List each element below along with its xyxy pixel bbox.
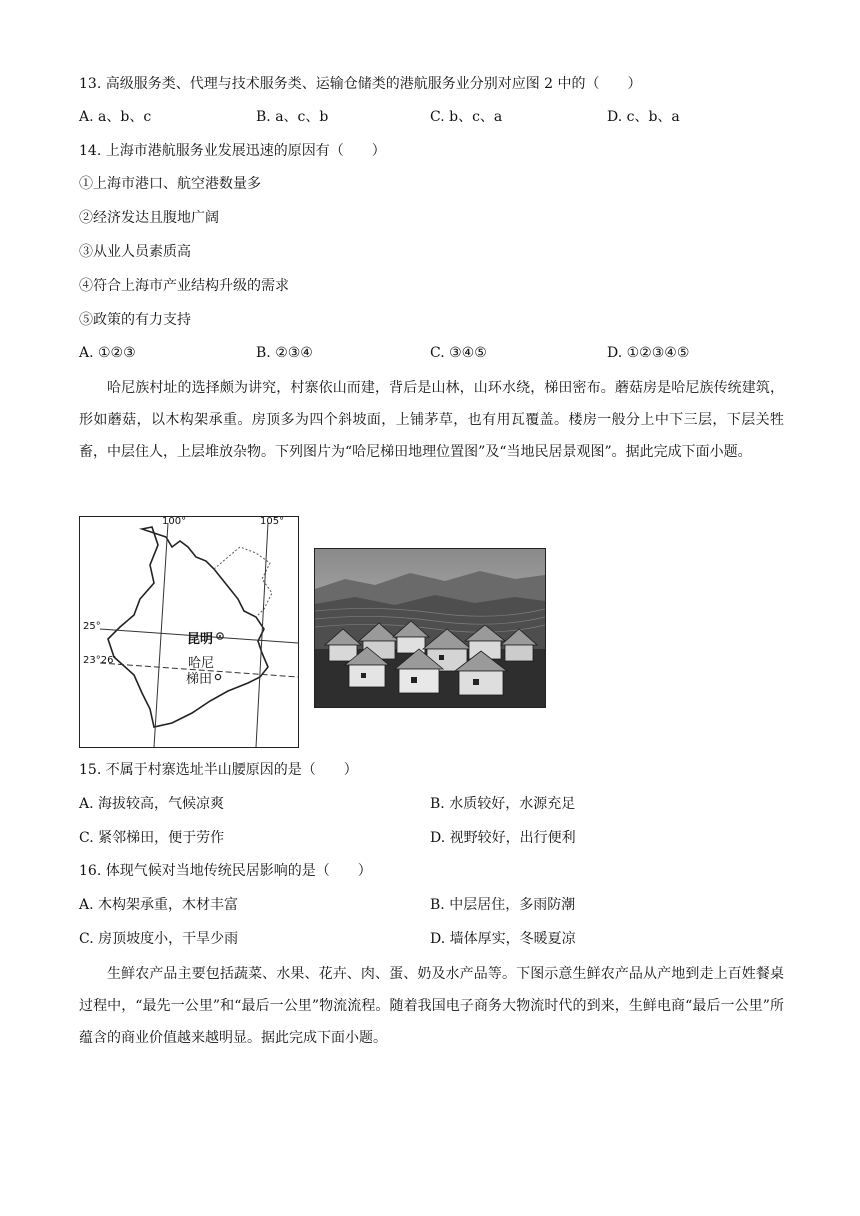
question-13-option-c[interactable]: C. b、c、a [430, 109, 503, 125]
province-boundary [108, 527, 268, 727]
question-13-option-d[interactable]: D. c、b、a [607, 109, 680, 125]
hani-terrace-location-map [79, 516, 299, 748]
question-14-item-5: ⑤政策的有力支持 [79, 312, 191, 328]
hani-terrace-marker [215, 674, 220, 679]
dwelling-photo-drawing [315, 549, 545, 707]
label-100e: 100° [162, 516, 187, 527]
question-15-option-b[interactable]: B. 水质较好，水源充足 [430, 796, 576, 812]
label-25n: 25° [83, 621, 101, 632]
question-16-stem: 16. 体现气候对当地传统民居影响的是（ ） [79, 863, 372, 879]
question-14-item-1: ①上海市港口、航空港数量多 [79, 176, 261, 192]
question-13-option-b[interactable]: B. a、c、b [256, 109, 329, 125]
question-13-option-a[interactable]: A. a、b、c [79, 109, 152, 125]
question-14-item-4: ④符合上海市产业结构升级的需求 [79, 278, 289, 294]
question-15-stem: 15. 不属于村寨选址半山腰原因的是（ ） [79, 762, 358, 778]
passage-hani-terraces: 哈尼族村址的选择颇为讲究，村寨依山而建，背后是山林，山环水绕，梯田密布。蘑菇房是哈尼族传统建筑，形如蘑菇，以木构架承重。房顶多为四个斜坡面，上铺茅草，也有用瓦覆盖。楼房一般分上中下三层，下层关牲畜，中层住人，上层堆放杂物。下列图片为“哈尼梯田地理位置图”及“当地民居景观图”。据此完成下面小题。 [79, 380, 784, 460]
question-14-stem: 14. 上海市港航服务业发展迅速的原因有（ ） [79, 143, 386, 159]
label-kunming: 昆明 [187, 632, 214, 647]
question-14-option-a[interactable]: A. ①②③ [79, 345, 136, 361]
longitude-105-line [256, 523, 268, 747]
label-105e: 105° [260, 516, 285, 527]
passage-fresh-produce-logistics: 生鲜农产品主要包括蔬菜、水果、花卉、肉、蛋、奶及水产品等。下图示意生鲜农产品从产地到走上百姓餐桌过程中，“最先一公里”和“最后一公里”物流流程。随着我国电子商务大物流时代的到来，生鲜电商“最后一公里”所蕴含的商业价值越来越明显。据此完成下面小题。 [79, 966, 784, 1046]
question-14-option-d[interactable]: D. ①②③④⑤ [607, 345, 690, 361]
hani-dwelling-photo [314, 548, 546, 708]
label-tropic: 23°26′ [83, 655, 116, 666]
question-14-item-3: ③从业人员素质高 [79, 244, 191, 260]
label-terrace: 梯田 [186, 672, 213, 687]
question-13-stem: 13. 高级服务类、代理与技术服务类、运输仓储类的港航服务业分别对应图 2 中的（ ） [79, 76, 642, 92]
question-16-option-a[interactable]: A. 木构架承重，木材丰富 [79, 897, 239, 913]
question-14-option-c[interactable]: C. ③④⑤ [430, 345, 487, 361]
question-14-option-b[interactable]: B. ②③④ [256, 345, 313, 361]
longitude-100-line [154, 523, 168, 747]
label-hani: 哈尼 [188, 656, 215, 671]
question-15-option-a[interactable]: A. 海拔较高，气候凉爽 [79, 796, 225, 812]
question-14-item-2: ②经济发达且腹地广阔 [79, 210, 219, 226]
question-15-option-d[interactable]: D. 视野较好，出行便利 [430, 830, 576, 846]
question-16-option-b[interactable]: B. 中层居住，多雨防潮 [430, 897, 576, 913]
question-16-option-d[interactable]: D. 墙体厚实，冬暖夏凉 [430, 931, 576, 947]
question-16-option-c[interactable]: C. 房顶坡度小，干旱少雨 [79, 931, 239, 947]
question-15-option-c[interactable]: C. 紧邻梯田，便于劳作 [79, 830, 225, 846]
